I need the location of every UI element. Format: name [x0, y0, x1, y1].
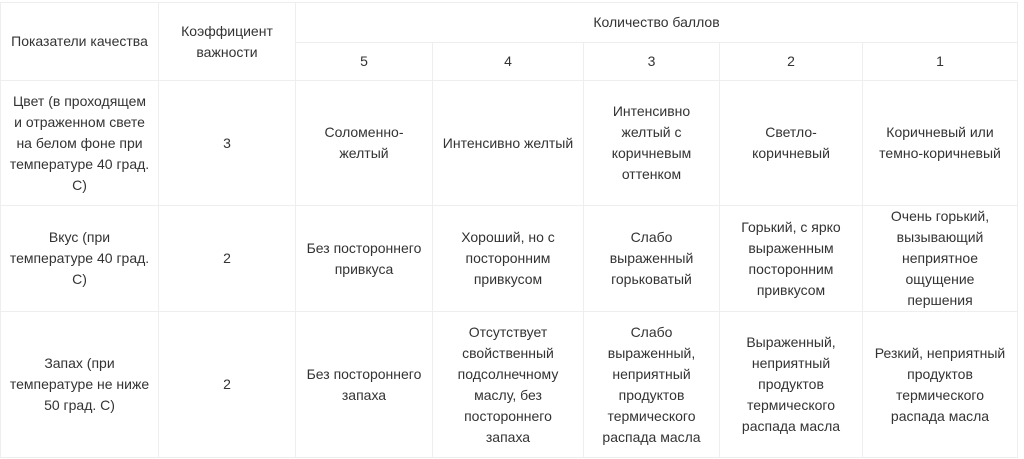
- score-cell: Слабо выраженный, неприятный продуктов термического распада масла: [584, 312, 720, 458]
- score-cell: Без постороннего привкуса: [296, 206, 433, 312]
- score-cell: Светло-коричневый: [720, 81, 863, 206]
- header-score-1: 1: [863, 43, 1018, 81]
- row-coefficient: 3: [159, 81, 296, 206]
- header-score-3: 3: [584, 43, 720, 81]
- header-coefficient: Коэффициент важности: [159, 3, 296, 81]
- row-indicator: Запах (при температуре не ниже 50 град. С): [1, 312, 159, 458]
- header-row: [1, 3, 1018, 43]
- score-cell: Слабо выраженный горьковатый: [584, 206, 720, 312]
- header-score-2: 2: [720, 43, 863, 81]
- row-indicator: Цвет (в проходящем и отраженном свете на белом фоне при температуре 40 град. С): [1, 81, 159, 206]
- table-row: [1, 81, 1018, 206]
- header-score-group: Количество баллов: [296, 3, 1018, 43]
- table-row: [1, 312, 1018, 458]
- score-cell: Выраженный, неприятный продуктов термического распада масла: [720, 312, 863, 458]
- table-row: [1, 206, 1018, 312]
- header-score-4: 4: [433, 43, 584, 81]
- quality-table: [0, 2, 1018, 458]
- score-cell: Горький, с ярко выраженным посторонним привкусом: [720, 206, 863, 312]
- table-body: [1, 81, 1018, 458]
- score-cell: Соломенно-желтый: [296, 81, 433, 206]
- score-cell: Без постороннего запаха: [296, 312, 433, 458]
- score-cell: Коричневый или темно-коричневый: [863, 81, 1018, 206]
- score-cell: Хороший, но с посторонним привкусом: [433, 206, 584, 312]
- row-indicator: Вкус (при температуре 40 град. С): [1, 206, 159, 312]
- score-cell: Резкий, неприятный продуктов термического распада масла: [863, 312, 1018, 458]
- score-cell: Интенсивно желтый: [433, 81, 584, 206]
- score-cell: Очень горький, вызывающий неприятное ощущение першения: [863, 206, 1018, 312]
- row-coefficient: 2: [159, 312, 296, 458]
- row-coefficient: 2: [159, 206, 296, 312]
- header-indicators: Показатели качества: [1, 3, 159, 81]
- table-header: [1, 3, 1018, 81]
- score-cell: Отсутствует свойственный подсолнечному маслу, без постороннего запаха: [433, 312, 584, 458]
- score-cell: Интенсивно желтый с коричневым оттенком: [584, 81, 720, 206]
- header-score-5: 5: [296, 43, 433, 81]
